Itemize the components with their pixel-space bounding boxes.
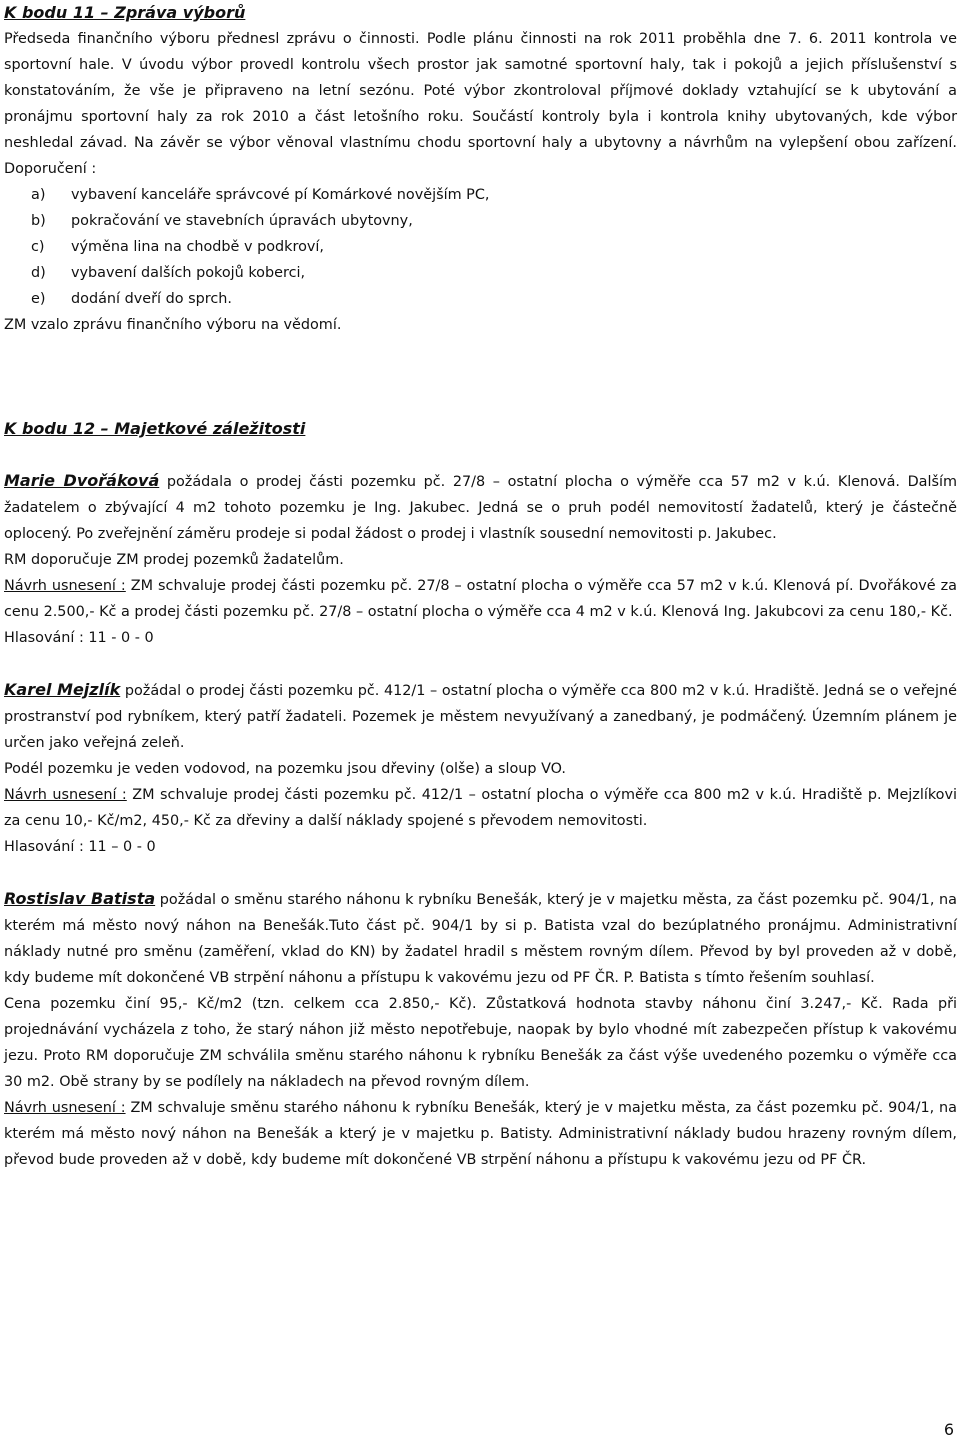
- section-11-heading: K bodu 11 – Zpráva výborů: [4, 3, 246, 22]
- resolution-proposal: Návrh usnesení : ZM schvaluje prodej části pozemku pč. 27/8 – ostatní plocha o výměře cca 57 m2 v k.ú. Klenová pí. Dvořákové za cenu 2.500,- Kč a prodej části pozemku pč. 27/8 – ostatní plocha o výměře cca 4 m2 v k.ú. Klenová Ing. Jakubcovi za cenu 180,- Kč.: [4, 578, 957, 620]
- list-item: a) vybavení kanceláře správcové pí Komárkové novějším PC,: [31, 187, 490, 203]
- applicant-name: Marie Dvořáková: [4, 471, 160, 490]
- section-12-heading: K bodu 12 – Majetkové záležitosti: [4, 419, 306, 438]
- case-batista-price: Cena pozemku činí 95,- Kč/m2 (tzn. celkem cca 2.850,- Kč). Zůstatková hodnota stavby náhonu činí 3.247,- Kč. Rada při projednávání vycházela z toho, že starý náhon již město nepotřebuje, naopak by bylo vhodné mít zabezpečen přístup k vakovému jezu. Proto RM doporučuje ZM schválila směnu starého náhonu k rybníku Benešák za část výše uvedeného pozemku o výměře cca 30 m2. Obě strany by se podílely na nákladech na převod rovným dílem.: [4, 996, 957, 1090]
- case-mejzlik-note: Podél pozemku je veden vodovod, na pozemku jsou dřeviny (olše) a sloup VO.: [4, 761, 566, 777]
- case-mejzlik: Karel Mejzlík požádal o prodej části pozemku pč. 412/1 – ostatní plocha o výměře cca 800 m2 v k.ú. Hradiště. Jedná se o veřejné prostranství pod rybníkem, který patří žadateli. Pozemek je městem nevyužívaný a zanedbaný, je podmáčený. Územním plánem je určen jako veřejná zeleň.: [4, 680, 958, 751]
- resolution-proposal: Návrh usnesení : ZM schvaluje prodej části pozemku pč. 412/1 – ostatní plocha o výměře cca 800 m2 v k.ú. Hradiště p. Mejzlíkovi za cenu 10,- Kč/m2, 450,- Kč za dřeviny a další náklady spojené s převodem nemovitosti.: [4, 787, 957, 829]
- list-item: d) vybavení dalších pokojů koberci,: [31, 265, 306, 281]
- list-item: b) pokračování ve stavebních úpravách ubytovny,: [31, 213, 413, 229]
- section-11-paragraph: Předseda finančního výboru přednesl zprávu o činnosti. Podle plánu činnosti na rok 2011 proběhla dne 7. 6. 2011 kontrola ve sportovní hale. V úvodu výbor provedl kontrolu všech prostor jak samotné sportovní haly, tak i pokojů a jejich příslušenství s konstatováním, že vše je připraveno na letní sezónu. Poté výbor zkontroloval příjmové doklady vztahující se k ubytování a pronájmu sportovní haly za rok 2010 a část letošního roku. Součástí kontroly byla i kontrola knihy ubytovaných, kde výbor neshledal závad. Na závěr se výbor věnoval vlastnímu chodu sportovní haly a ubytovny a návrhům na vylepšení obou zařízení. Doporučení :: [4, 31, 957, 177]
- rm-recommendation: RM doporučuje ZM prodej pozemků žadatelům.: [4, 552, 344, 568]
- vote-result: Hlasování : 11 - 0 - 0: [4, 630, 154, 646]
- case-batista: Rostislav Batista požádal o směnu starého náhonu k rybníku Benešák, který je v majetku města, za část pozemku pč. 904/1, na kterém má město nový náhon na Benešák.Tuto část pč. 904/1 by si p. Batista vzal do bezúplatného pronájmu. Administrativní náklady nutné pro směnu (zaměření, vklad do KN) by žadatel hradil s městem rovným dílem. Převod by byl proveden až v době, kdy budeme mít dokončené VB strpění náhonu a přístupu k vakovému jezu od PF ČR. P. Batista s tímto řešením souhlasí.: [4, 889, 957, 986]
- page-number: 6: [943, 1420, 954, 1439]
- case-dvorakova: Marie Dvořáková požádala o prodej části pozemku pč. 27/8 – ostatní plocha o výměře cca 57 m2 v k.ú. Klenová. Dalším žadatelem o zbývající 4 m2 tohoto pozemku je Ing. Jakubec. Jedná se o pruh podél nemovitostí žadatelů, který je částečně oplocený. Po zveřejnění záměru prodeje si podal žádost o prodej i vlastník sousední nemovitosti p. Jakubec.: [4, 471, 957, 542]
- applicant-name: Karel Mejzlík: [4, 680, 121, 699]
- section-11-closing: ZM vzalo zprávu finančního výboru na vědomí.: [4, 317, 342, 333]
- recommendation-list: [4, 182, 957, 312]
- list-item: c) výměna lina na chodbě v podkroví,: [31, 239, 324, 255]
- vote-result: Hlasování : 11 – 0 - 0: [4, 839, 156, 855]
- list-item: e) dodání dveří do sprch.: [31, 291, 232, 307]
- document-page: [4, 0, 957, 1173]
- resolution-proposal: Návrh usnesení : ZM schvaluje směnu starého náhonu k rybníku Benešák, který je v majetku města, za část pozemku pč. 904/1, na kterém má město nový náhon na Benešák a který je v majetku p. Batisty. Administrativní náklady budou hrazeny rovným dílem, převod bude proveden až v době, kdy budeme mít dokončené VB strpění náhonu a přístupu k vakovému jezu od PF ČR.: [4, 1100, 957, 1168]
- applicant-name: Rostislav Batista: [4, 889, 156, 908]
